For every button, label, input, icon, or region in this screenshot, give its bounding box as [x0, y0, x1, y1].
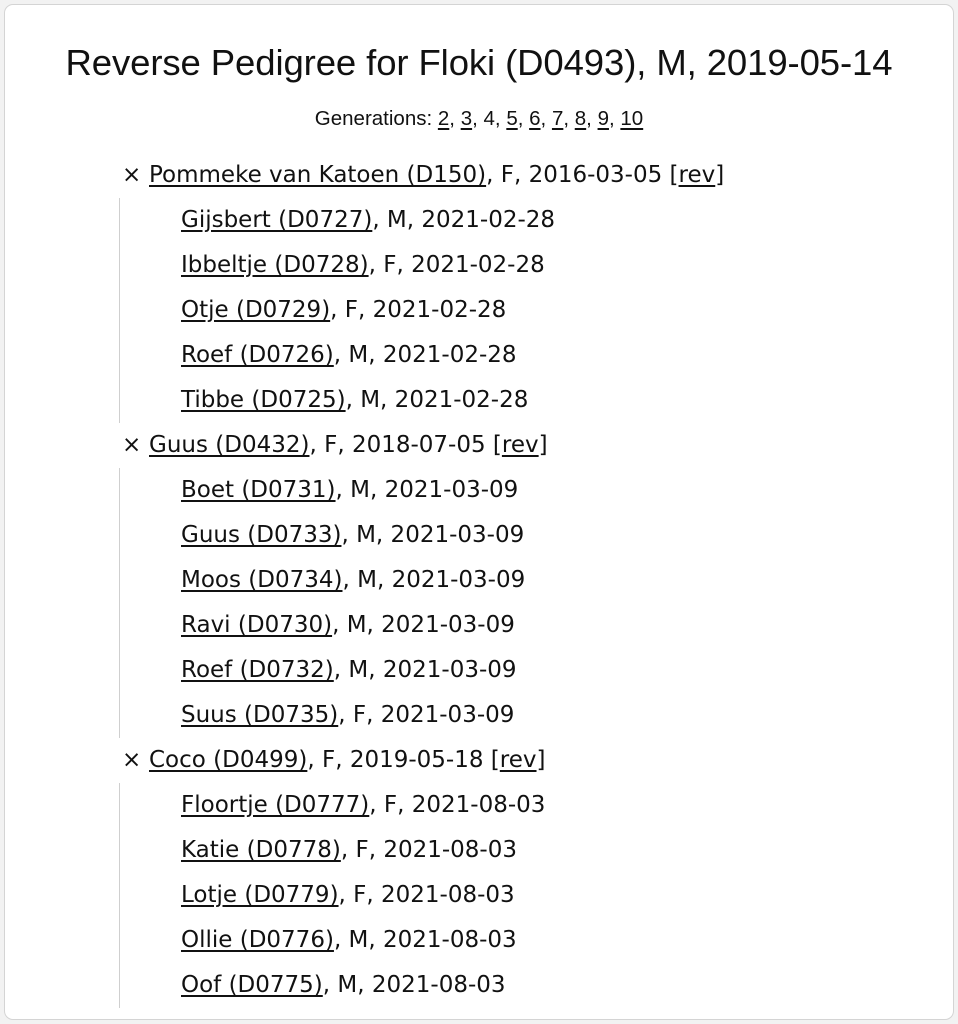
mate-link[interactable]: Pommeke van Katoen (D150) [149, 162, 487, 188]
offspring-link[interactable]: Boet (D0731) [181, 477, 336, 503]
offspring-link[interactable]: Roef (D0732) [181, 657, 334, 683]
pedigree-tree [118, 153, 724, 1008]
offspring-link[interactable]: Lotje (D0779) [181, 882, 339, 908]
cross-icon: × [122, 747, 142, 773]
generations-list: 2, 3, 4, 5, 6, 7, 8, 9, 10 [437, 107, 644, 130]
mate-details: , F, 2018-07-05 [309, 432, 486, 458]
offspring-link[interactable]: Otje (D0729) [181, 297, 331, 323]
offspring-row [181, 828, 724, 873]
rev-link[interactable]: rev [678, 162, 716, 188]
offspring-details: , M, 2021-03-09 [341, 522, 525, 548]
offspring-row [181, 288, 724, 333]
offspring-row [181, 603, 724, 648]
offspring-link[interactable]: Ollie (D0776) [181, 927, 334, 953]
generation-link-9[interactable]: 9 [597, 107, 609, 130]
pedigree-card [4, 4, 954, 1020]
offspring-row [181, 378, 724, 423]
offspring-details: , M, 2021-02-28 [372, 207, 556, 233]
offspring-details: , F, 2021-03-09 [338, 702, 515, 728]
offspring-row [181, 648, 724, 693]
generation-current-4: 4 [483, 107, 495, 130]
rev-link[interactable]: rev [501, 432, 539, 458]
offspring-row [181, 513, 724, 558]
offspring-row [181, 333, 724, 378]
offspring-link[interactable]: Suus (D0735) [181, 702, 339, 728]
generations-selector [5, 105, 953, 133]
offspring-row [181, 243, 724, 288]
generation-link-3[interactable]: 3 [460, 107, 473, 130]
offspring-row [181, 918, 724, 963]
offspring-row [181, 558, 724, 603]
offspring-row [181, 693, 724, 738]
mate-link[interactable]: Guus (D0432) [149, 432, 310, 458]
generation-link-2[interactable]: 2 [437, 107, 450, 130]
offspring-details: , M, 2021-03-09 [332, 612, 515, 638]
mate-link[interactable]: Coco (D0499) [149, 747, 308, 773]
offspring-link[interactable]: Ibbeltje (D0728) [181, 252, 369, 278]
offspring-details: , M, 2021-03-09 [333, 657, 517, 683]
offspring-link[interactable]: Ravi (D0730) [181, 612, 333, 638]
offspring-details: , F, 2021-08-03 [369, 792, 546, 818]
generation-link-6[interactable]: 6 [529, 107, 541, 130]
offspring-details: , F, 2021-08-03 [340, 837, 517, 863]
offspring-details: , F, 2021-08-03 [338, 882, 515, 908]
generations-label: Generations: [314, 107, 438, 130]
generation-link-7[interactable]: 7 [551, 107, 564, 130]
cross-icon: × [122, 162, 142, 188]
offspring-details: , F, 2021-02-28 [330, 297, 507, 323]
offspring-details: , M, 2021-03-09 [335, 477, 519, 503]
offspring-details: , M, 2021-08-03 [322, 972, 506, 998]
offspring-link[interactable]: Oof (D0775) [181, 972, 323, 998]
offspring-list [119, 198, 724, 423]
mate-row: × Pommeke van Katoen (D150), F, 2016-03-05 [rev] [118, 153, 724, 198]
offspring-row [181, 873, 724, 918]
offspring-details: , M, 2021-02-28 [345, 387, 529, 413]
generation-link-10[interactable]: 10 [620, 107, 644, 130]
mate-details: , F, 2016-03-05 [486, 162, 663, 188]
offspring-link[interactable]: Moos (D0734) [181, 567, 343, 593]
offspring-details: , M, 2021-08-03 [333, 927, 517, 953]
offspring-link[interactable]: Katie (D0778) [181, 837, 341, 863]
offspring-list [119, 468, 724, 738]
offspring-link[interactable]: Floortje (D0777) [181, 792, 370, 818]
offspring-link[interactable]: Roef (D0726) [181, 342, 334, 368]
offspring-link[interactable]: Guus (D0733) [181, 522, 342, 548]
offspring-row [181, 963, 724, 1008]
mate-details: , F, 2019-05-18 [307, 747, 484, 773]
offspring-row [181, 468, 724, 513]
mate-row: × Coco (D0499), F, 2019-05-18 [rev] [118, 738, 724, 783]
offspring-link[interactable]: Tibbe (D0725) [181, 387, 346, 413]
mate-row: × Guus (D0432), F, 2018-07-05 [rev] [118, 423, 724, 468]
rev-link[interactable]: rev [499, 747, 537, 773]
offspring-details: , M, 2021-03-09 [342, 567, 526, 593]
offspring-list [119, 783, 724, 1008]
offspring-details: , M, 2021-02-28 [333, 342, 517, 368]
generation-link-5[interactable]: 5 [506, 107, 518, 130]
page-title: Reverse Pedigree for Floki (D0493), M, 2019-05-14 [65, 42, 893, 83]
offspring-link[interactable]: Gijsbert (D0727) [181, 207, 373, 233]
offspring-details: , F, 2021-02-28 [368, 252, 545, 278]
generation-link-8[interactable]: 8 [574, 107, 587, 130]
cross-icon: × [122, 432, 142, 458]
offspring-row [181, 198, 724, 243]
offspring-row [181, 783, 724, 828]
